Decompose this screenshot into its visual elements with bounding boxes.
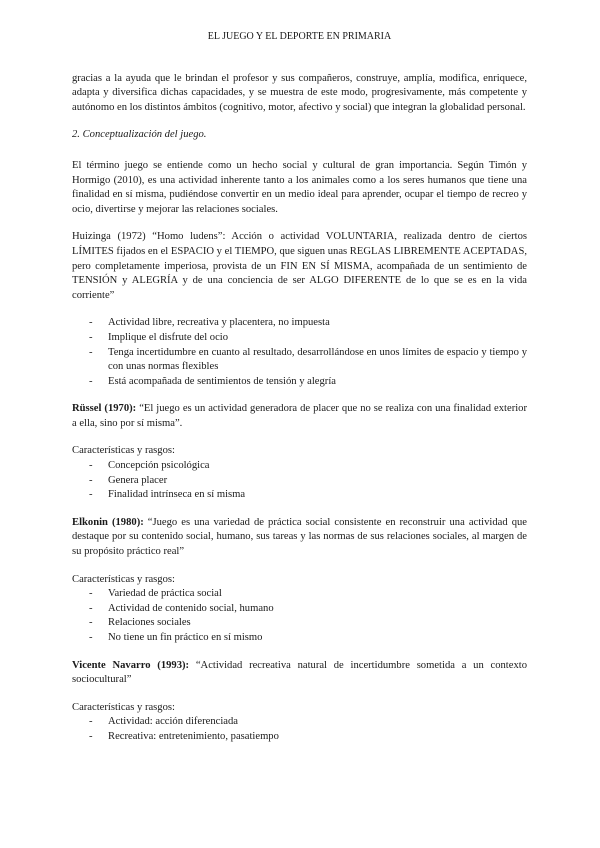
dash-bullet-icon: - <box>89 617 93 629</box>
navarro-paragraph: Vicente Navarro (1993): “Actividad recreativa natural de incertidumbre sometida a un contexto sociocultural” <box>72 659 527 686</box>
document-page <box>72 30 527 758</box>
russel-list <box>72 459 527 503</box>
navarro-author: Vicente Navarro (1993): <box>72 659 190 671</box>
dash-bullet-icon: - <box>89 588 93 600</box>
list-item: - Finalidad intrínseca en sí misma <box>72 488 527 503</box>
list-item: - Genera placer <box>72 474 527 489</box>
list-item: - Concepción psicológica <box>72 459 527 474</box>
russel-paragraph: Rüssel (1970): “El juego es un actividad generadora de placer que no se realiza con una finalidad exterior a ella, sino por sí misma”. <box>72 403 527 429</box>
section-heading: 2. Conceptualización del juego. <box>72 129 207 141</box>
dash-bullet-icon: - <box>89 317 93 329</box>
dash-bullet-icon: - <box>89 474 93 486</box>
list-item: - Implique el disfrute del ocio <box>72 331 527 346</box>
dash-bullet-icon: - <box>89 460 93 472</box>
elkonin-paragraph: Elkonin (1980): “Juego es una variedad de práctica social consistente en reconstruir una actividad que destaque por su contenido social, humano, sus tareas y las normas de sus relaciones sociales, al margen de su propósito práctico real” <box>72 516 527 558</box>
intro-paragraph: gracias a la ayuda que le brindan el profesor y sus compañeros, construye, amplía, modifica, enriquece, adapta y diversifica dichas capacidades, y se muestra de este modo, progresivamente, más competente y autónomo en los distintos ámbitos (cognitivo, motor, afectivo y social) que integran la globalidad personal. <box>72 72 527 113</box>
timon-paragraph: El término juego se entiende como un hecho social y cultural de gran importancia. Según Timón y Hormigo (2010), es una actividad inherente tanto a los animales como a los seres humanos que tiene una finalidad en sí misma, pudiéndose convertir en un medio ideal para aprender, ocupar el tiempo de recreo y ocio, divertirse y mejorar las relaciones sociales. <box>72 159 527 215</box>
list-item: - No tiene un fin práctico en sí mismo <box>72 631 527 646</box>
huizinga-paragraph: Huizinga (1972) “Homo ludens”: Acción o actividad VOLUNTARIA, realizada dentro de ciertos LÍMITES fijados en el ESPACIO y el TIEMPO, que siguen unas REGLAS LIBREMENTE ACEPTADAS, pero completamente imperiosa, provista de un FIN EN SÍ MISMA, acompañada de un sentimiento de TENSIÓN y ALEGRÍA y de una conciencia de ser ALGO DIFERENTE de lo que se es en la vida corriente” <box>72 231 527 301</box>
list-item: - Actividad de contenido social, humano <box>72 602 527 617</box>
list-item: - Tenga incertidumbre en cuanto al resultado, desarrollándose en unos límites de espacio y tiempo y con unas normas flexibles <box>89 346 527 373</box>
list-item: - Actividad: acción diferenciada <box>72 715 527 730</box>
list-item: - Recreativa: entretenimiento, pasatiempo <box>72 730 527 745</box>
huizinga-list <box>72 316 527 389</box>
dash-bullet-icon: - <box>89 602 93 614</box>
navarro-list <box>72 715 527 744</box>
navarro-characteristics-label: Características y rasgos: <box>72 701 175 713</box>
list-item: - Relaciones sociales <box>72 616 527 631</box>
elkonin-author: Elkonin (1980): <box>72 516 144 528</box>
list-item: - Variedad de práctica social <box>72 587 527 602</box>
russel-characteristics-label: Características y rasgos: <box>72 445 175 457</box>
dash-bullet-icon: - <box>89 632 93 643</box>
list-item: - Actividad libre, recreativa y placentera, no impuesta <box>72 316 527 331</box>
russel-author: Rüssel (1970): <box>72 403 137 415</box>
dash-bullet-icon: - <box>89 730 93 742</box>
elkonin-list <box>72 587 527 645</box>
dash-bullet-icon: - <box>89 331 93 343</box>
dash-bullet-icon: - <box>89 346 93 358</box>
running-header: EL JUEGO Y EL DEPORTE EN PRIMARIA <box>207 31 392 42</box>
elkonin-characteristics-label: Características y rasgos: <box>72 573 175 585</box>
list-item: - Está acompañada de sentimientos de tensión y alegría <box>72 375 527 390</box>
dash-bullet-icon: - <box>89 375 93 387</box>
dash-bullet-icon: - <box>89 489 93 501</box>
dash-bullet-icon: - <box>89 716 93 728</box>
